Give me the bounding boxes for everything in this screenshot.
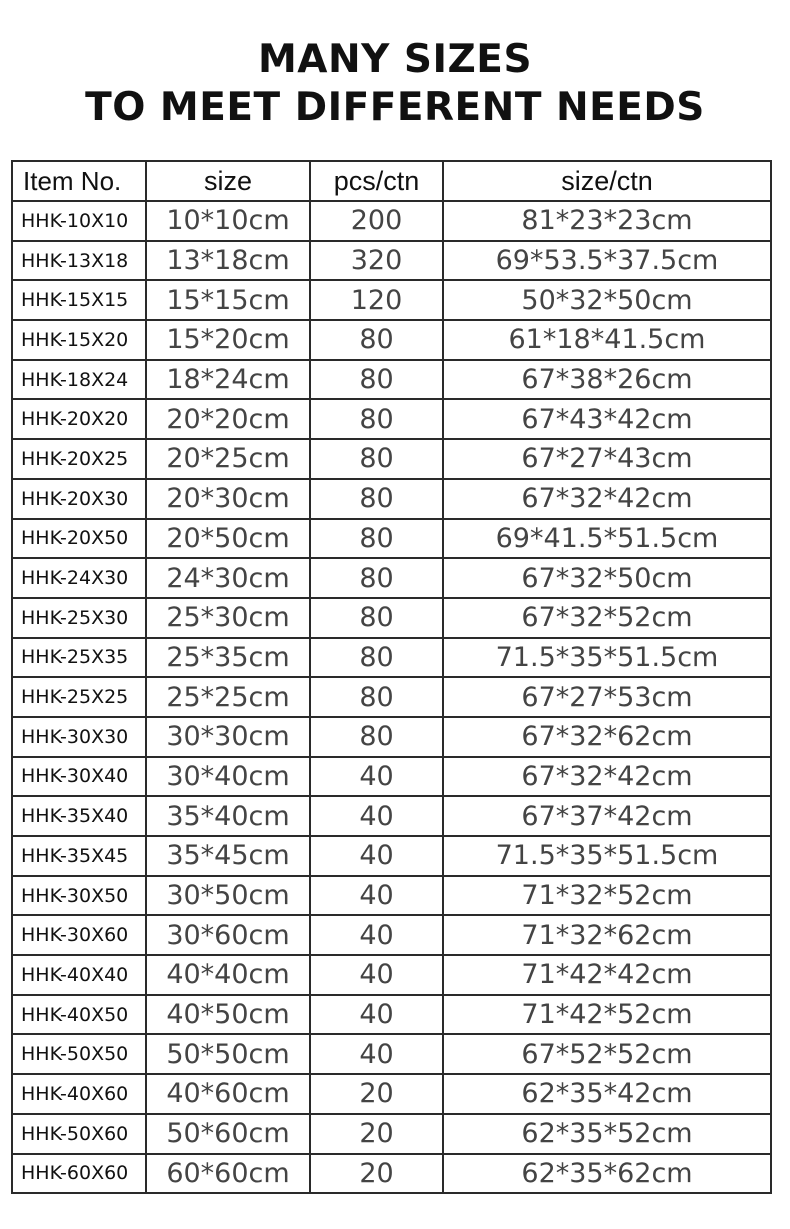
table-row [12, 399, 771, 439]
carton-size-cell: 69*53.5*37.5cm [443, 241, 771, 281]
table-row [12, 717, 771, 757]
size-cell: 50*50cm [146, 1034, 310, 1074]
pcs-per-carton-cell: 80 [310, 717, 443, 757]
pcs-per-carton-cell: 80 [310, 677, 443, 717]
table-row [12, 439, 771, 479]
carton-size-cell: 67*32*42cm [443, 479, 771, 519]
pcs-per-carton-cell: 40 [310, 796, 443, 836]
table-row [12, 201, 771, 241]
size-cell: 30*60cm [146, 915, 310, 955]
item-no-cell: HHK-18X24 [12, 360, 146, 400]
item-no-cell: HHK-35X45 [12, 836, 146, 876]
pcs-per-carton-cell: 40 [310, 1034, 443, 1074]
column-header-item-no: Item No. [12, 161, 146, 201]
carton-size-cell: 67*32*62cm [443, 717, 771, 757]
item-no-cell: HHK-30X40 [12, 757, 146, 797]
size-cell: 35*45cm [146, 836, 310, 876]
pcs-per-carton-cell: 40 [310, 915, 443, 955]
item-no-cell: HHK-60X60 [12, 1154, 146, 1194]
carton-size-cell: 67*37*42cm [443, 796, 771, 836]
column-header-carton-size: size/ctn [443, 161, 771, 201]
item-no-cell: HHK-30X60 [12, 915, 146, 955]
table-row [12, 757, 771, 797]
pcs-per-carton-cell: 200 [310, 201, 443, 241]
size-cell: 30*50cm [146, 876, 310, 916]
carton-size-cell: 71.5*35*51.5cm [443, 836, 771, 876]
table-row [12, 876, 771, 916]
item-no-cell: HHK-25X30 [12, 598, 146, 638]
pcs-per-carton-cell: 40 [310, 876, 443, 916]
table-row [12, 677, 771, 717]
carton-size-cell: 69*41.5*51.5cm [443, 519, 771, 559]
carton-size-cell: 62*35*42cm [443, 1074, 771, 1114]
item-no-cell: HHK-40X50 [12, 995, 146, 1035]
pcs-per-carton-cell: 80 [310, 519, 443, 559]
size-cell: 25*35cm [146, 638, 310, 678]
table-row [12, 796, 771, 836]
table-row [12, 1114, 771, 1154]
table-row [12, 519, 771, 559]
item-no-cell: HHK-13X18 [12, 241, 146, 281]
size-cell: 15*20cm [146, 320, 310, 360]
table-row [12, 638, 771, 678]
size-cell: 25*25cm [146, 677, 310, 717]
carton-size-cell: 67*43*42cm [443, 399, 771, 439]
table-row [12, 598, 771, 638]
pcs-per-carton-cell: 80 [310, 320, 443, 360]
pcs-per-carton-cell: 80 [310, 598, 443, 638]
table-row [12, 360, 771, 400]
size-cell: 10*10cm [146, 201, 310, 241]
table-row [12, 1074, 771, 1114]
carton-size-cell: 71*42*42cm [443, 955, 771, 995]
pcs-per-carton-cell: 40 [310, 995, 443, 1035]
item-no-cell: HHK-20X25 [12, 439, 146, 479]
carton-size-cell: 67*32*52cm [443, 598, 771, 638]
column-header-pcs-per-carton: pcs/ctn [310, 161, 443, 201]
pcs-per-carton-cell: 120 [310, 280, 443, 320]
carton-size-cell: 67*32*50cm [443, 558, 771, 598]
carton-size-cell: 71*32*62cm [443, 915, 771, 955]
carton-size-cell: 71.5*35*51.5cm [443, 638, 771, 678]
pcs-per-carton-cell: 80 [310, 399, 443, 439]
carton-size-cell: 67*32*42cm [443, 757, 771, 797]
table-header-row [12, 161, 771, 201]
pcs-per-carton-cell: 80 [310, 638, 443, 678]
table-row [12, 1154, 771, 1194]
size-cell: 20*25cm [146, 439, 310, 479]
page-title-line-2: TO MEET DIFFERENT NEEDS [85, 85, 705, 130]
item-no-cell: HHK-20X50 [12, 519, 146, 559]
carton-size-cell: 62*35*62cm [443, 1154, 771, 1194]
size-cell: 60*60cm [146, 1154, 310, 1194]
table-body [12, 201, 771, 1193]
pcs-per-carton-cell: 20 [310, 1154, 443, 1194]
size-cell: 20*50cm [146, 519, 310, 559]
table-row [12, 1034, 771, 1074]
column-header-size: size [146, 161, 310, 201]
pcs-per-carton-cell: 80 [310, 479, 443, 519]
table-row [12, 836, 771, 876]
carton-size-cell: 67*38*26cm [443, 360, 771, 400]
page-title-line-1: MANY SIZES [257, 37, 533, 82]
carton-size-cell: 71*42*52cm [443, 995, 771, 1035]
size-cell: 50*60cm [146, 1114, 310, 1154]
item-no-cell: HHK-50X60 [12, 1114, 146, 1154]
table-row [12, 995, 771, 1035]
table-row [12, 241, 771, 281]
size-cell: 40*40cm [146, 955, 310, 995]
table-row [12, 915, 771, 955]
carton-size-cell: 67*27*53cm [443, 677, 771, 717]
pcs-per-carton-cell: 40 [310, 757, 443, 797]
item-no-cell: HHK-50X50 [12, 1034, 146, 1074]
item-no-cell: HHK-24X30 [12, 558, 146, 598]
item-no-cell: HHK-25X35 [12, 638, 146, 678]
item-no-cell: HHK-20X20 [12, 399, 146, 439]
table-row [12, 320, 771, 360]
item-no-cell: HHK-30X50 [12, 876, 146, 916]
carton-size-cell: 50*32*50cm [443, 280, 771, 320]
size-cell: 15*15cm [146, 280, 310, 320]
item-no-cell: HHK-25X25 [12, 677, 146, 717]
table-header [12, 161, 771, 201]
pcs-per-carton-cell: 40 [310, 836, 443, 876]
size-cell: 40*50cm [146, 995, 310, 1035]
pcs-per-carton-cell: 80 [310, 558, 443, 598]
carton-size-cell: 62*35*52cm [443, 1114, 771, 1154]
item-no-cell: HHK-40X60 [12, 1074, 146, 1114]
size-cell: 20*20cm [146, 399, 310, 439]
carton-size-cell: 67*52*52cm [443, 1034, 771, 1074]
table-row [12, 479, 771, 519]
item-no-cell: HHK-15X15 [12, 280, 146, 320]
size-cell: 30*40cm [146, 757, 310, 797]
item-no-cell: HHK-10X10 [12, 201, 146, 241]
size-cell: 20*30cm [146, 479, 310, 519]
table-row [12, 280, 771, 320]
size-cell: 18*24cm [146, 360, 310, 400]
size-cell: 25*30cm [146, 598, 310, 638]
item-no-cell: HHK-20X30 [12, 479, 146, 519]
item-no-cell: HHK-40X40 [12, 955, 146, 995]
pcs-per-carton-cell: 80 [310, 439, 443, 479]
carton-size-cell: 81*23*23cm [443, 201, 771, 241]
pcs-per-carton-cell: 320 [310, 241, 443, 281]
table-row [12, 955, 771, 995]
item-no-cell: HHK-35X40 [12, 796, 146, 836]
item-no-cell: HHK-30X30 [12, 717, 146, 757]
pcs-per-carton-cell: 40 [310, 955, 443, 995]
size-cell: 40*60cm [146, 1074, 310, 1114]
pcs-per-carton-cell: 20 [310, 1074, 443, 1114]
size-cell: 13*18cm [146, 241, 310, 281]
size-cell: 30*30cm [146, 717, 310, 757]
carton-size-cell: 67*27*43cm [443, 439, 771, 479]
size-spec-table [11, 160, 772, 1194]
item-no-cell: HHK-15X20 [12, 320, 146, 360]
pcs-per-carton-cell: 80 [310, 360, 443, 400]
size-cell: 24*30cm [146, 558, 310, 598]
carton-size-cell: 71*32*52cm [443, 876, 771, 916]
table-row [12, 558, 771, 598]
carton-size-cell: 61*18*41.5cm [443, 320, 771, 360]
size-cell: 35*40cm [146, 796, 310, 836]
pcs-per-carton-cell: 20 [310, 1114, 443, 1154]
